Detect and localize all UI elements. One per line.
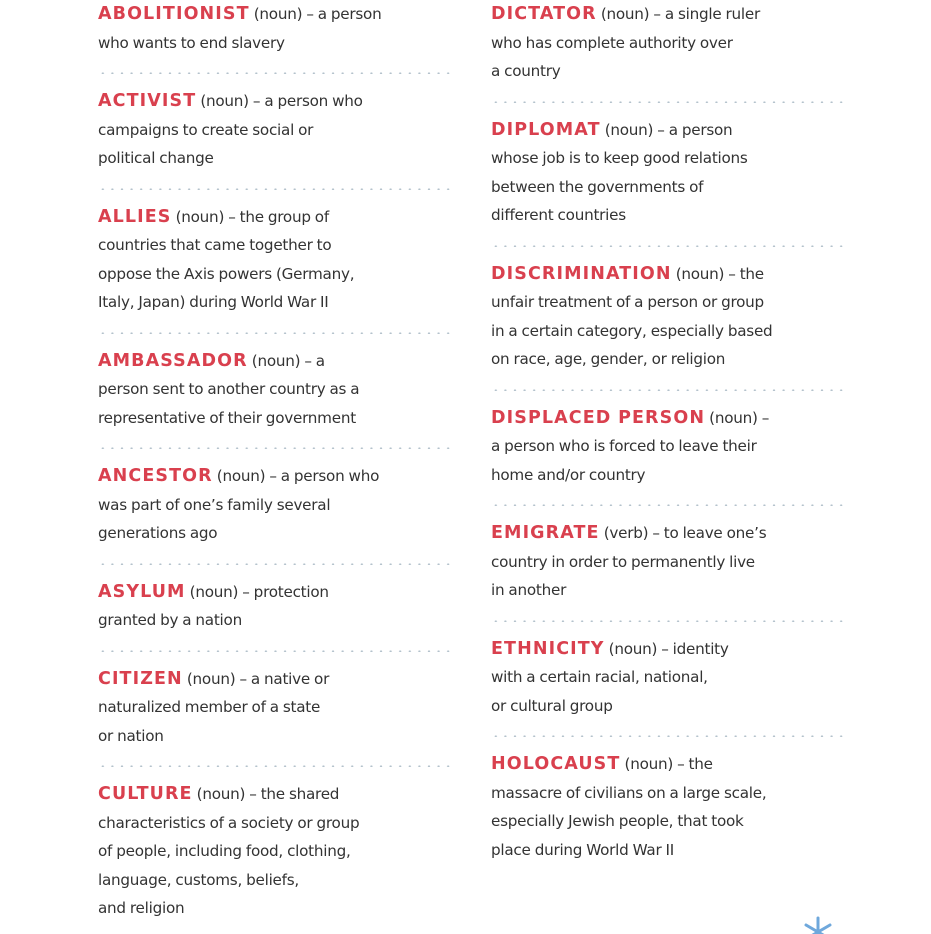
definition-line: with a certain racial, national, [491,668,708,686]
definition-line: naturalized member of a state [98,698,321,716]
glossary-entry-ethnicity [491,635,843,721]
part-of-speech: (noun) – identity [608,639,729,658]
definition-line: in another [491,581,567,599]
part-of-speech: (noun) – protection [189,582,329,601]
glossary-term: ASYLUM [98,581,186,602]
definition-line: and religion [98,899,185,917]
definition-line: place during World War II [491,840,674,859]
glossary-entry-diplomat [491,116,843,230]
entry-headline [98,462,450,491]
glossary-term: CITIZEN [98,668,183,689]
entry-headline [491,260,843,289]
definition-line: was part of one’s family several [98,495,331,514]
glossary-entry-ambassador [98,347,450,433]
definition-line: between the governments of [491,177,704,196]
glossary-entry-ancestor [98,462,450,548]
glossary-entry-emigrate [491,519,843,605]
glossary-column-left [98,0,450,923]
snowflake-icon [800,914,836,934]
definition-line: campaigns to create social or [98,120,314,139]
glossary-entry-holocaust [491,750,843,864]
glossary-entry-activist [98,87,450,173]
definition-line: oppose the Axis powers (Germany, [98,264,355,283]
definition-line: country in order to permanently live [491,552,755,571]
part-of-speech: (noun) – a single ruler [600,5,760,23]
glossary-term: EMIGRATE [491,523,600,543]
dotted-divider [491,245,843,247]
glossary-term: AMBASSADOR [98,350,248,371]
definition-line: generations ago [98,524,218,542]
glossary-term: DIPLOMAT [491,119,601,140]
part-of-speech: (noun) – a person [253,5,382,23]
part-of-speech: (noun) – a person [604,120,733,139]
part-of-speech: (noun) – the [675,264,764,283]
glossary-entry-displaced-person [491,404,843,490]
glossary-entry-citizen [98,665,450,751]
definition-line: countries that came together to [98,236,332,254]
definition-line: home and/or country [491,465,646,484]
entry-headline [98,0,450,29]
entry-headline [491,519,843,548]
definition-line: a person who is forced to leave their [491,437,757,455]
dotted-divider [98,72,450,74]
entry-headline [98,347,450,376]
glossary-term: ACTIVIST [98,91,197,111]
part-of-speech: (noun) – a [251,351,325,370]
definition-line: who wants to end slavery [98,33,285,52]
definition-line: massacre of civilians on a large scale, [491,783,767,802]
entry-headline [491,635,843,664]
part-of-speech: (noun) – the group of [175,207,329,226]
definition-line: a country [491,62,561,80]
definition-line: granted by a nation [98,611,242,629]
dotted-divider [491,735,843,737]
definition-line: characteristics of a society or group [98,813,360,832]
definition-line: on race, age, gender, or religion [491,350,726,368]
entry-headline [98,578,450,607]
part-of-speech: (noun) – the shared [196,785,340,803]
definition-line: who has complete authority over [491,33,733,52]
entry-headline [98,665,450,694]
definition-line: language, customs, beliefs, [98,870,299,889]
glossary-term: ETHNICITY [491,638,605,659]
definition-line: Italy, Japan) during World War II [98,293,329,311]
dotted-divider [98,650,450,652]
part-of-speech: (verb) – to leave one’s [603,524,767,542]
glossary-term: ANCESTOR [98,466,213,486]
entry-headline [491,116,843,145]
part-of-speech: (noun) – a person who [216,467,380,485]
glossary-entry-allies [98,203,450,317]
glossary-entry-asylum [98,578,450,635]
definition-line: or nation [98,726,164,745]
glossary-column-right [491,0,843,864]
glossary-term: DISPLACED PERSON [491,407,706,428]
definition-line: representative of their government [98,408,356,427]
glossary-term: ALLIES [98,206,172,227]
entry-headline [491,0,843,29]
glossary-term: ABOLITIONIST [98,4,250,24]
dotted-divider [98,563,450,565]
glossary-entry-abolitionist [98,0,450,57]
definition-line: person sent to another country as a [98,380,360,398]
dotted-divider [491,389,843,391]
definition-line: different countries [491,206,626,224]
dotted-divider [98,447,450,449]
dotted-divider [491,620,843,622]
part-of-speech: (noun) – [709,408,770,427]
dotted-divider [98,188,450,190]
glossary-term: HOLOCAUST [491,754,621,774]
part-of-speech: (noun) – the [624,755,713,773]
definition-line: especially Jewish people, that took [491,812,744,830]
glossary-entry-dictator [491,0,843,86]
dotted-divider [98,332,450,334]
entry-headline [98,780,450,809]
entry-headline [98,87,450,116]
dotted-divider [491,101,843,103]
definition-line: or cultural group [491,696,613,715]
definition-line: unfair treatment of a person or group [491,293,764,311]
part-of-speech: (noun) – a native or [186,669,330,688]
entry-headline [491,750,843,779]
definition-line: of people, including food, clothing, [98,842,351,860]
dotted-divider [491,504,843,506]
glossary-entry-discrimination [491,260,843,374]
glossary-term: DICTATOR [491,4,597,24]
definition-line: political change [98,149,214,167]
glossary-term: CULTURE [98,784,193,804]
definition-line: in a certain category, especially based [491,321,773,340]
glossary-term: DISCRIMINATION [491,263,672,284]
part-of-speech: (noun) – a person who [200,92,363,110]
dotted-divider [98,765,450,767]
entry-headline [491,404,843,433]
definition-line: whose job is to keep good relations [491,149,748,167]
entry-headline [98,203,450,232]
glossary-entry-culture [98,780,450,923]
